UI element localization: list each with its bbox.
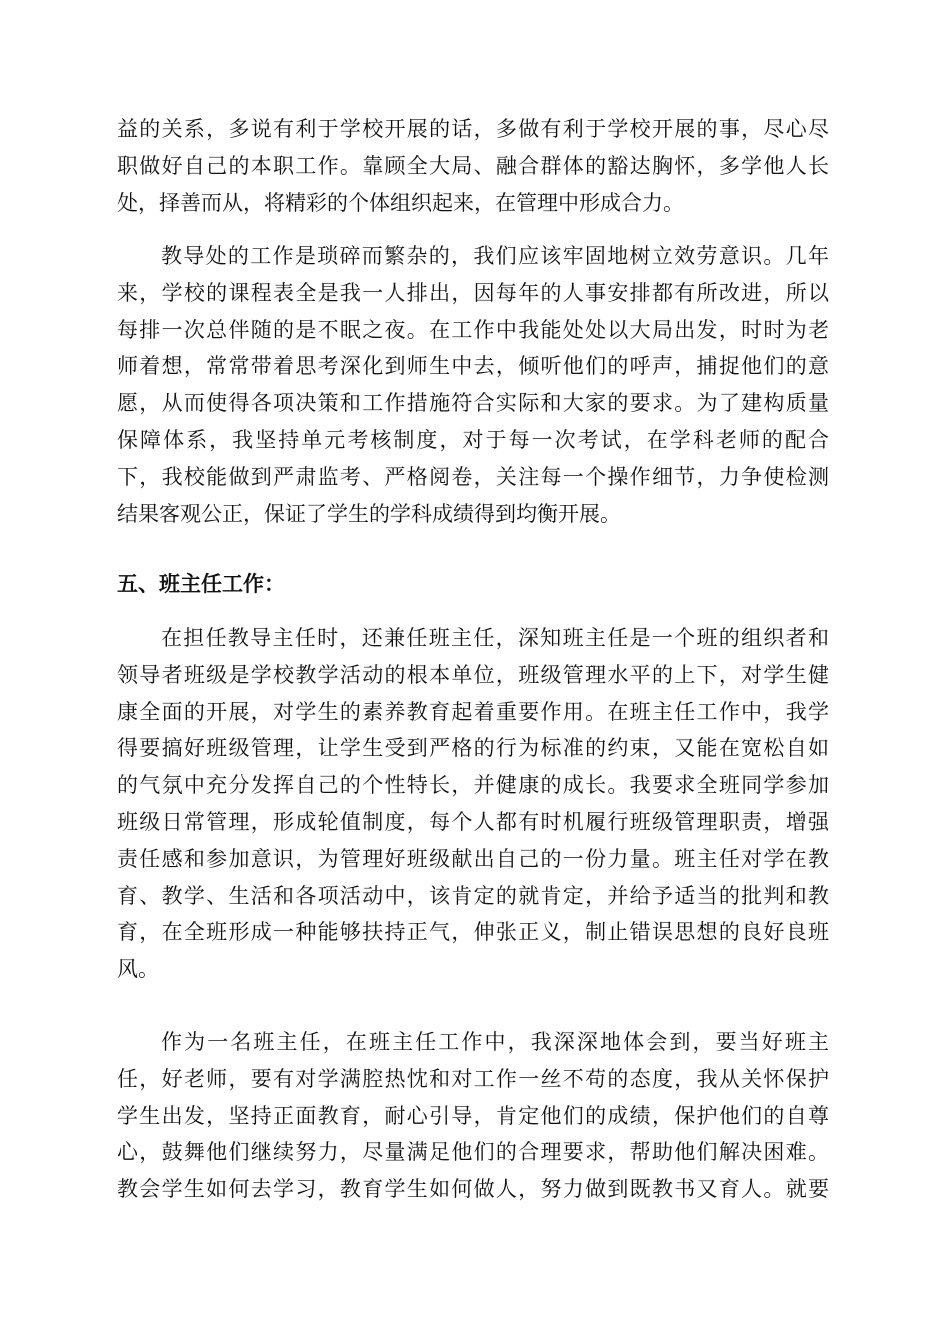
text-line: 班级日常管理，形成轮值制度，每个人都有时机履行班级管理职责，增强 (117, 809, 829, 834)
text-line: 职做好自己的本职工作。靠顾全大局、融合群体的豁达胸怀，多学他人长 (117, 153, 829, 178)
text-line: 每排一次总伴随的是不眠之夜。在工作中我能处处以大局出发，时时为老 (117, 317, 829, 342)
paragraph-1 (117, 111, 829, 221)
text-line: 益的关系，多说有利于学校开展的话，多做有利于学校开展的事，尽心尽 (117, 117, 829, 141)
text-line: 康全面的开展，对学生的素养教育起着重要作用。在班主任工作中，我学 (117, 699, 829, 724)
text-line: 领导者班级是学校教学活动的根本单位，班级管理水平的上下，对学生健 (117, 662, 829, 687)
text-line: 保障体系，我坚持单元考核制度，对于每一次考试，在学科老师的配合 (117, 427, 829, 452)
paragraph-4 (117, 1024, 829, 1208)
section-heading: 五、班主任工作： (117, 572, 285, 596)
text-line: 下，我校能做到严肃监考、严格阅卷，关注每一个操作细节，力争使检测 (117, 464, 829, 489)
text-line: 处，择善而从，将精彩的个体组织起来，在管理中形成合力。 (117, 190, 684, 215)
text-line: 育，在全班形成一种能够扶持正气，伸张正义，制止错误思想的良好良班 (117, 920, 829, 945)
text-line: 风。 (117, 957, 159, 982)
text-line: 师着想，常常带着思考深化到师生中去，倾听他们的呼声，捕捉他们的意 (117, 354, 829, 379)
paragraph-3 (117, 620, 829, 988)
text-line: 来，学校的课程表全是我一人排出，因每年的人事安排都有所改进，所以 (117, 280, 829, 305)
text-line: 任，好老师，要有对学满腔热忱和对工作一丝不苟的态度，我从关怀保护 (117, 1066, 829, 1091)
text-line: 愿，从而使得各项决策和工作措施符合实际和大家的要求。为了建构质量 (117, 391, 829, 416)
text-line: 心，鼓舞他们继续努力，尽量满足他们的合理要求，帮助他们解决困难。 (117, 1140, 829, 1165)
text-line: 教导处的工作是琐碎而繁杂的，我们应该牢固地树立效劳意识。几年 (161, 244, 829, 268)
text-line: 教会学生如何去学习，教育学生如何做人，努力做到既教书又育人。就要 (117, 1177, 829, 1202)
text-line: 育、教学、生活和各项活动中，该肯定的就肯定，并给予适当的批判和教 (117, 883, 829, 908)
text-line: 责任感和参加意识，为管理好班级献出自己的一份力量。班主任对学在教 (117, 846, 829, 871)
text-line: 的气氛中充分发挥自己的个性特长，并健康的成长。我要求全班同学参加 (117, 773, 829, 798)
text-line: 得要搞好班级管理，让学生受到严格的行为标准的约束，又能在宽松自如 (117, 736, 829, 761)
paragraph-2 (117, 238, 829, 532)
text-line: 学生出发，坚持正面教育，耐心引导，肯定他们的成绩，保护他们的自尊 (117, 1103, 829, 1128)
text-line: 结果客观公正，保证了学生的学科成绩得到均衡开展。 (117, 501, 621, 526)
text-line: 作为一名班主任，在班主任工作中，我深深地体会到，要当好班主 (161, 1030, 829, 1054)
text-line: 在担任教导主任时，还兼任班主任，深知班主任是一个班的组织者和 (161, 626, 829, 650)
